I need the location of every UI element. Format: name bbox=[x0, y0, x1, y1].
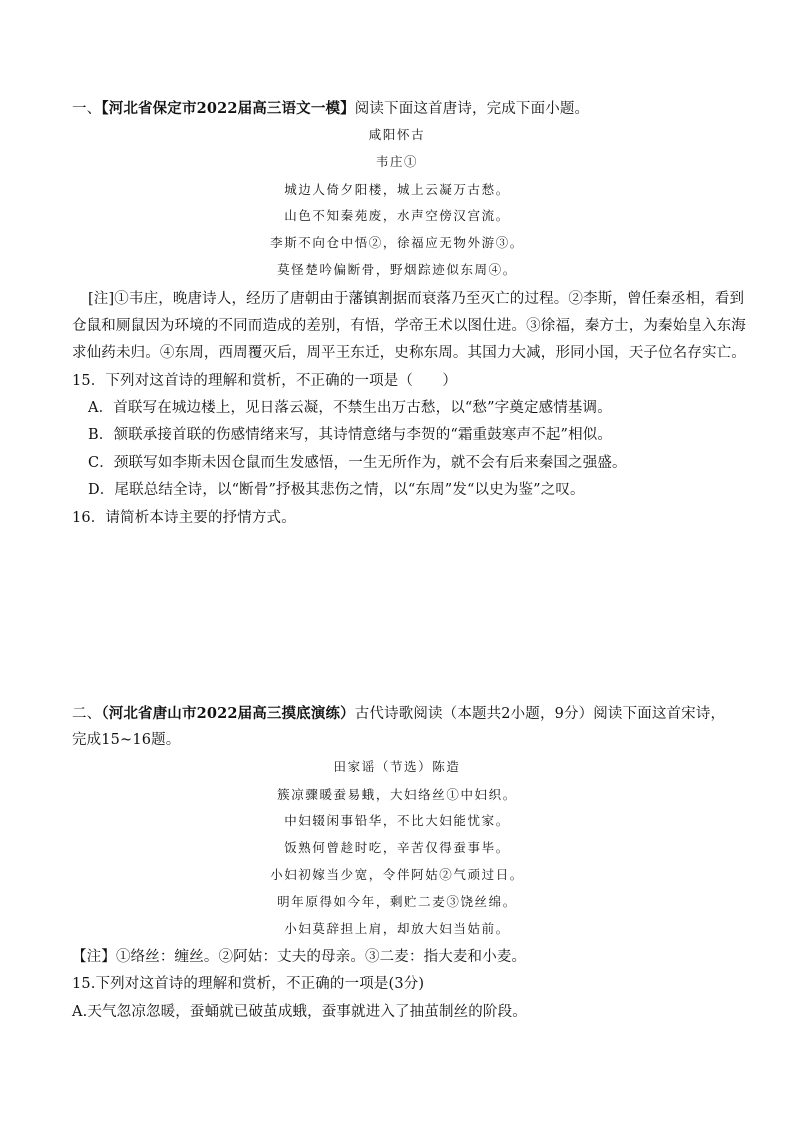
poem2-line: 小妇初嫁当少宽，令伴阿姑②气顽过日。 bbox=[270, 867, 524, 882]
question-16: 16．请简析本诗主要的抒情方式。 bbox=[72, 510, 296, 526]
poem2-line: 明年原得如今年，剩贮二麦③饶丝绵。 bbox=[277, 894, 517, 909]
poem1-line: 莫怪楚吟偏断骨，野烟踪迹似东周④。 bbox=[277, 262, 517, 277]
q15-option-c: C．颈联写如李斯未因仓鼠而生发感悟，一生无所作为，就不会有后来秦国之强盛。 bbox=[88, 455, 627, 471]
poem1-author: 韦庄① bbox=[375, 154, 419, 169]
section1-heading bbox=[72, 97, 589, 118]
poem2-line: 饭熟何曾趁时吃，辛苦仅得蚕事毕。 bbox=[284, 840, 510, 855]
poem1-line: 城边人倚夕阳楼，城上云凝万古愁。 bbox=[284, 182, 510, 197]
question-15: 15．下列对这首诗的理解和赏析，不正确的一项是（ ） bbox=[72, 373, 457, 389]
q15-option-d: D．尾联总结全诗，以“断骨”抒极其悲伤之情，以“东周”发“以史为鉴”之叹。 bbox=[88, 482, 585, 498]
section2-heading bbox=[72, 702, 725, 723]
section1-source: 【河北省保定市2022届高三语文一模】 bbox=[101, 100, 355, 117]
poem2-line: 簇凉骤暖蚕易蛾，大妇络丝①中妇织。 bbox=[277, 787, 517, 802]
section2-heading-line2: 完成15~16题。 bbox=[72, 732, 181, 748]
poem2-title: 田家谣（节选）陈造 bbox=[333, 759, 461, 774]
section2-instruction: 古代诗歌阅读（本题共2小题，9分）阅读下面这首宋诗， bbox=[354, 706, 726, 722]
section2-question-15: 15.下列对这首诗的理解和赏析，不正确的一项是(3分) bbox=[72, 976, 425, 992]
poem1-line: 李斯不向仓中悟②，徐福应无物外游③。 bbox=[270, 235, 524, 250]
poem1-line: 山色不知秦苑废，水声空傍汉宫流。 bbox=[284, 208, 510, 223]
section2-source: （河北省唐山市2022届高三摸底演练） bbox=[101, 705, 355, 722]
section1-number: 一、 bbox=[72, 101, 102, 117]
poem1-note-line: 仓鼠和厕鼠因为环境的不同而造成的差别，有悟，学帝王术以图仕进。③徐福，秦方士，为秦始皇入东海 bbox=[72, 318, 746, 334]
q15-option-b: B．颔联承接首联的伤感情绪来写，其诗情意绪与李贺的“霜重鼓寒声不起”相似。 bbox=[88, 427, 613, 443]
poem1-note-line: 求仙药未归。④东周，西周覆灭后，周平王东迁，史称东周。其国力大减，形同小国，天子位名存实亡。 bbox=[72, 345, 746, 361]
poem1-note-line: [注]①韦庄，晚唐诗人，经历了唐朝由于藩镇割据而衰落乃至灭亡的过程。②李斯，曾任秦丞相，看到 bbox=[88, 291, 745, 307]
q15-option-a: A．首联写在城边楼上，见日落云凝，不禁生出万古愁，以“愁”字奠定感情基调。 bbox=[88, 400, 612, 416]
section1-instruction: 阅读下面这首唐诗，完成下面小题。 bbox=[354, 101, 590, 117]
poem2-line: 小妇莫辞担上肩，却放大妇当姑前。 bbox=[284, 921, 510, 936]
section2-q15-option-a: A.天气忽凉忽暖，蚕蛹就已破茧成蛾，蚕事就进入了抽茧制丝的阶段。 bbox=[72, 1004, 527, 1020]
section2-number: 二、 bbox=[72, 706, 102, 722]
poem2-line: 中妇辍闲事铅华，不比大妇能忧家。 bbox=[284, 813, 510, 828]
poem2-note: 【注】①络丝：缠丝。②阿姑：丈夫的母亲。③二麦：指大麦和小麦。 bbox=[72, 949, 527, 965]
poem1-title: 咸阳怀古 bbox=[368, 127, 426, 142]
